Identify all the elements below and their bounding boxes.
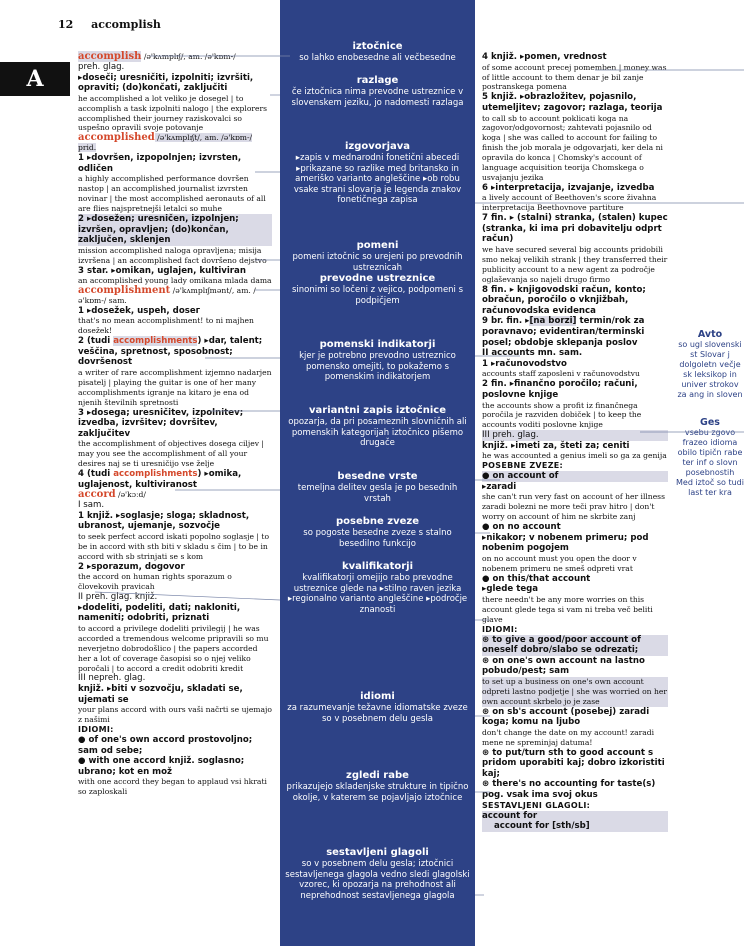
meaning: 1 ▸računovodstvo bbox=[482, 358, 567, 369]
meaning: ▸nikakor; v nobenem primeru; pod nobenim pogojem bbox=[482, 532, 649, 554]
example: to seek perfect accord iskati popolno soglasje | to be in accord with sth biti v skladu s čim | to be in accord with sb strinjati se s kom bbox=[78, 532, 270, 561]
example: we have secured several big accounts pridobili smo nekaj velikih strank | they transferred their publicity account to a new agent za področje oglaševanja so najeli drugo firmo bbox=[482, 245, 668, 284]
annotation-text: so v posebnem delu gesla; iztočnici sestavljenega glagola vedno sledi glagolski vzorec, ki opozarja na prehodnost ali neprehodnost sestavljenega glagola bbox=[285, 859, 470, 901]
phrase: ● on no account bbox=[482, 522, 561, 533]
example: a highly accomplished performance dovršen nastop | an accomplished journalist izvrsten novinar | the most accomplished aeronauts of all are flies najspretnejši letalci so muhe bbox=[78, 174, 266, 214]
meaning: 3 ▸dosega; uresničitev, izpolnitev; izvedba, izvršitev; dovršitev, zaključitev bbox=[78, 407, 244, 439]
annotation-title: razlage bbox=[356, 75, 399, 86]
pronunciation: /ə'kɔːd/ bbox=[115, 490, 146, 500]
annotation-title: iztočnice bbox=[352, 41, 403, 52]
meaning: 1 knjiž. ▸soglasje; sloga; skladnost, ubranost, ujemanje, sozvočje bbox=[78, 510, 250, 532]
meaning: 2 fin. ▸finančno poročilo; računi, poslovne knjige bbox=[482, 379, 638, 400]
idiom: ⊛ on one's own account na lastno pobudo/pest; sam bbox=[482, 655, 645, 677]
example: he accomplished a lot veliko je dosegel | to accomplish a task izpolniti nalogo | the explorers accomplished their journey raziskovalci so uspešno opravili svoje potovanje bbox=[78, 93, 268, 133]
annotation-text: če iztočnica nima prevodne ustreznice v slovenskem jeziku, jo nadomesti razlaga bbox=[291, 87, 464, 108]
pos-label: III nepreh. glag. bbox=[78, 673, 146, 684]
pos-label: II preh. glag. knjiž. bbox=[78, 592, 158, 603]
meaning: 8 fin. ▸ knjigovodski račun, konto; obračun, poročilo o vknjižbah, računovodska evidenca bbox=[482, 284, 646, 316]
example: there needn't be any more worries on this account glede tega si vam ni treba več beliti glave bbox=[482, 594, 653, 624]
variant-form: accomplishments bbox=[113, 336, 198, 347]
header-word: accomplish bbox=[91, 18, 161, 31]
phrasal-verb: account for [sth/sb] bbox=[482, 821, 668, 832]
pos-label: I sam. bbox=[78, 500, 105, 511]
side-title: Avto bbox=[697, 330, 723, 340]
idiom: ⊛ to put/turn sth to good account s pridom uporabiti kaj; dobro izkoristiti kaj; bbox=[482, 747, 665, 779]
side-text: so ugl slovenski st Slovar j dolgoletn večje sk leksikop in univer strokov za ang in sloven bbox=[677, 340, 743, 399]
pos-label: preh. glag. bbox=[78, 61, 125, 72]
example: with one accord they began to applaud vsi hkrati so zaploskali bbox=[78, 777, 267, 797]
meaning: 1 ▸dosežek, uspeh, dosег bbox=[78, 305, 201, 316]
example: a writer of rare accomplishment izjemno nadarjen pisatelj | playing the guitar is one of her many accomplishments igranje na kitaro je ena od njenih številnih spretnosti bbox=[78, 368, 272, 407]
example: a lively account of Beethoven's score živahna interpretacija Beethovnove partiture bbox=[482, 193, 657, 213]
side-text: vsebu zgovo frazeo idioma obilo tipičn rabe ter inf o slovn posebnostih Med iztoč so tudi last ter kra bbox=[676, 428, 744, 497]
annotation-title: posebne zveze bbox=[335, 516, 420, 527]
headword: accomplishment bbox=[78, 285, 171, 297]
annotation-text: za razumevanje težavne idiomatske zveze so v posebnem delu gesla bbox=[287, 703, 468, 724]
annotation-text: kjer je potrebno prevodno ustreznico pomensko omejiti, to pokažemo s pomenskim indikatorjem bbox=[299, 351, 456, 383]
meaning: 7 fin. ▸ (stalni) stranka, (stalen) kupec (stranka, ki ima pri dobavitelju odprt račun) bbox=[482, 213, 668, 245]
phrase: ● on account of bbox=[482, 471, 668, 482]
phrasal-verb: account for bbox=[482, 811, 668, 822]
annotation-text: ▸zapis v mednarodni fonetični abecedi ▸prikazane so razlike med britansko in ameriško varianto angleščine ▸ob robu vsake strani slovarja je legenda znakov fonetičnega zapisa bbox=[293, 153, 462, 206]
meaning: knjiž. ▸biti v sozvočju, skladati se, ujemati se bbox=[78, 684, 243, 705]
annotation-text: so lahko enobesedne ali večbesedne bbox=[299, 53, 456, 64]
pronunciation: /ə'kʌmplɪʃt/, am. /ə'kɒm-/ prid. bbox=[78, 133, 253, 153]
meaning: 4 knjiž. ▸pomen, vrednost bbox=[482, 52, 607, 62]
idiom: ⊛ there's no accounting for taste(s) pog. vsak ima svoj okus bbox=[482, 779, 656, 800]
annotation-text: so pogoste besedne zveze s stalno besedilno funkcijo bbox=[303, 528, 452, 549]
pos-label: III preh. glag. bbox=[482, 430, 668, 441]
annotation-title: pomeni bbox=[356, 240, 399, 251]
idioms-heading: IDIOMI: bbox=[482, 624, 518, 634]
annotation-title: variantni zapis iztočnice bbox=[309, 405, 446, 416]
example: he was accounted a genius imeli so ga za genija bbox=[482, 451, 667, 461]
idiom: ● with one accord knjiž. soglasno; ubrano; kot en mož bbox=[78, 756, 245, 777]
annotation-title: zgledi rabe bbox=[346, 770, 409, 781]
annotation-text: sinonimi so ločeni z vejico, podpomeni s podpičjem bbox=[291, 285, 464, 306]
example: the accomplishment of objectives dosega ciljev | may you see the accomplishment of all your desires naj se ti uresničijo vse želje bbox=[78, 439, 264, 469]
idioms-heading: IDIOMI: bbox=[78, 725, 114, 735]
meaning-part: ) ▸dar, talent; veščina, spretnost, sposobnost; dovršenost bbox=[78, 336, 263, 368]
annotation-title: prevodne ustreznice bbox=[319, 273, 436, 284]
meaning: ▸zaradi bbox=[482, 481, 517, 492]
example: the accounts show a profit iz finančnega poročila je razviden dobiček | to keep the accounts voditi poslovne knjige bbox=[482, 400, 642, 430]
example: to accord a privilege dodeliti privilegij | he was accorded a tremendous welcome pripravili so mu neverjetno dobrodošlico | the papers accorded her a lot of coverage časopisi so o njej veliko poročali | to accord a credit odobriti kredit bbox=[78, 623, 269, 673]
annotation-text: kvalifikatorji omejijo rabo prevodne ustreznice glede na ▸stilno raven jezika ▸regionalno varianto angleščine ▸področje znanosti bbox=[287, 573, 468, 615]
pos-label: II accounts mn. sam. bbox=[482, 348, 583, 359]
example: the accord on human rights sporazum o človekovih pravicah bbox=[78, 572, 232, 592]
example: an accomplished young lady omikana mlada dama bbox=[78, 276, 272, 286]
example: don't change the date on my account! zaradi mene ne spreminjaj datuma! bbox=[482, 727, 655, 747]
annotation-text: pomeni iztočnic so urejeni po prevodnih ustreznicah bbox=[292, 252, 463, 273]
meaning: ▸dodeliti, podeliti, dati; nakloniti, nameniti; odobriti, priznati bbox=[78, 602, 241, 624]
meaning: 3 star. ▸omikan, uglajen, kultiviran bbox=[78, 265, 246, 276]
example: mission accomplished naloga opravljena; misija izvršena | an accomplished fact dovršeno dejstvo bbox=[78, 245, 267, 265]
meaning: 5 knjiž. ▸obrazložitev, pojasnilo, utemeljitev; zagovor; razlaga, teorija bbox=[482, 92, 663, 113]
annotation-title: pomenski indikatorji bbox=[319, 339, 436, 350]
annotation-title: kvalifikatorji bbox=[341, 561, 414, 572]
pronunciation: /ə'kʌmplɪʃ/, am. /ə'kɒm-/ bbox=[141, 52, 236, 61]
example: that's no mean accomplishment! to ni majhen dosežek! bbox=[78, 316, 254, 336]
meaning-part: ) ▸omika, uglajenost, kultiviranost bbox=[78, 469, 242, 490]
annotation-title: izgovorjava bbox=[344, 141, 411, 152]
meaning: ▸doseči; uresničiti, izpolniti; izvršiti, opraviti; (do)končati, zaključiti bbox=[78, 72, 254, 94]
pronunciation: /ə'kʌmplɪʃmənt/, am. /ə'kɒm-/ sam. bbox=[78, 286, 256, 305]
meaning-part: termin/rok za poravnavo; evidentiran/terminski posel; obdobje sklepanja poslov bbox=[482, 316, 645, 348]
example: to set up a business on one's own account odpreti lastno podjetje | she was worried on her own account skrbelo jo je zase bbox=[482, 676, 667, 706]
annotation-title: sestavljeni glagoli bbox=[326, 847, 429, 858]
page-number: 12 bbox=[58, 18, 74, 31]
idiom: ● of one's own accord prostovoljno; sam od sebe; bbox=[78, 734, 253, 756]
meaning-part: 2 (tudi bbox=[78, 336, 114, 347]
phrasal-verbs-heading: SESTAVLJENI GLAGOLI: bbox=[482, 800, 591, 810]
variant-form: accomplishments bbox=[113, 469, 198, 480]
meaning: 2 ▸sporazum, dogovor bbox=[78, 561, 185, 572]
letter-tab[interactable]: A bbox=[0, 62, 70, 96]
example: of some account precej pomemben | money was of little account to them denar je bil zanje postranskega pomena bbox=[482, 62, 667, 92]
annotation-text: prikazujejo skladenjske strukture in tipično okolje, v katerem se pojavljajo iztočnice bbox=[286, 782, 469, 803]
meaning: 2 ▸dosežen; uresničen, izpolnjen; izvršen, opravljen; (do)končan, zaključen, sklenjen bbox=[78, 214, 272, 246]
meaning-part: 4 (tudi bbox=[78, 469, 114, 480]
headword: accomplished bbox=[78, 132, 155, 144]
example: on no account must you open the door v nobenem primeru ne smeš odpreti vrat bbox=[482, 553, 637, 573]
annotation-title: besedne vrste bbox=[337, 471, 418, 482]
example: accounts staff zaposleni v računovodstvu bbox=[482, 369, 640, 379]
annotation-text: opozarja, da pri posameznih slovničnih ali pomenskih kategorijah iztočnico pišemo drugače bbox=[288, 417, 467, 449]
semantic-indicator: [na borzi] bbox=[529, 316, 577, 327]
annotation-text: temeljna delitev gesla je po besednih vrstah bbox=[297, 483, 458, 504]
headword: accomplish bbox=[78, 51, 142, 62]
meaning: 6 ▸interpretacija, izvajanje, izvedba bbox=[482, 182, 655, 193]
meaning: ▸glede tega bbox=[482, 584, 539, 595]
meaning-part: 9 br. fin. ▸ bbox=[482, 316, 530, 327]
example: to call sb to account poklicati koga na zagovor/odgovornost; zahtevati pojasnilo od koga | she was called to account for failing to finish the job morala je odgovarjati, ker dela ni opravila do konca | Chomsky's account of language acquisition teorija Chomskega o usvajanju jezika bbox=[482, 113, 663, 182]
headword: accord bbox=[78, 489, 116, 501]
idiom: ⊛ on sb's account (posebej) zaradi koga; komu na ljubo bbox=[482, 706, 650, 728]
idiom: ⊛ to give a good/poor account of oneself dobro/slabo se odrezati; bbox=[482, 635, 668, 656]
meaning: 1 ▸dovršen, izpopolnjen; izvrsten, odličen bbox=[78, 153, 242, 174]
special-phrases-heading: POSEBNE ZVEZE: bbox=[482, 461, 564, 471]
example: she can't run very fast on account of her illness zaradi bolezni ne more teči prav hitro | don't worry on account of him ne skrbite zanj bbox=[482, 492, 665, 522]
side-title: Ges bbox=[700, 417, 720, 428]
phrase: ● on this/that account bbox=[482, 573, 591, 584]
example: your plans accord with ours vaši načrti se ujemajo z našimi bbox=[78, 705, 272, 725]
meaning: knjiž. ▸imeti za, šteti za; ceniti bbox=[482, 440, 630, 451]
annotation-title: idiomi bbox=[360, 691, 395, 702]
